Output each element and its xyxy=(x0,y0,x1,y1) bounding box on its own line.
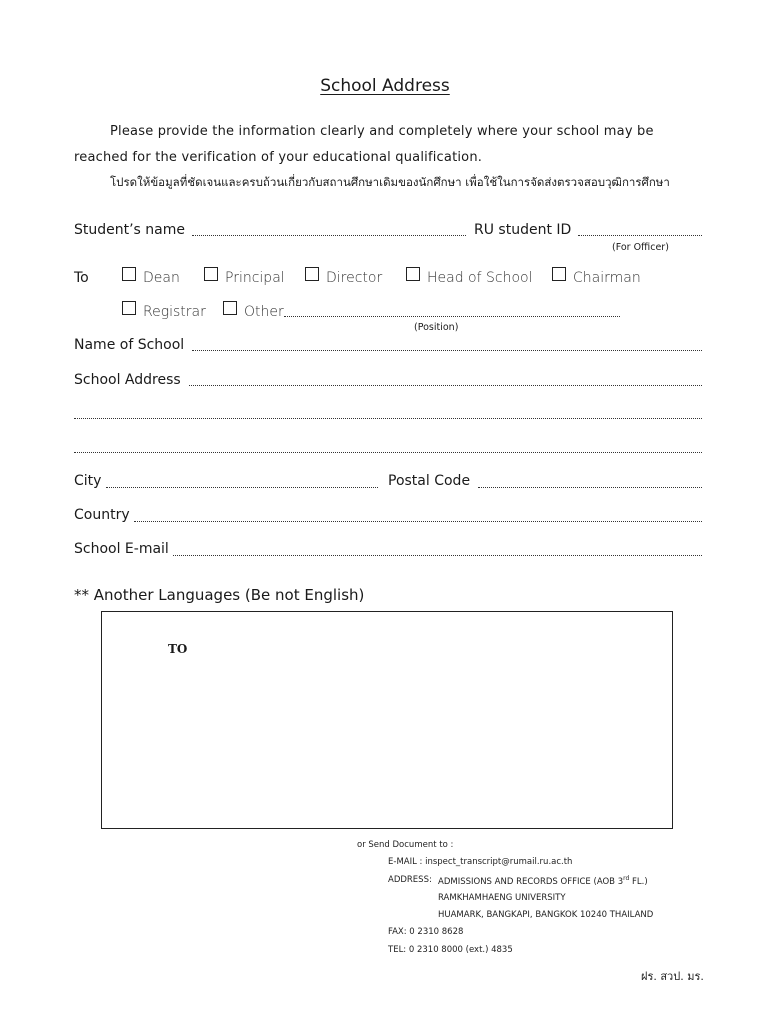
intro-line-1: Please provide the information clearly and completely where your school may be xyxy=(110,124,654,139)
other-position-field[interactable] xyxy=(284,316,620,317)
other-option-label: Other xyxy=(244,304,284,320)
school-address-field-1[interactable] xyxy=(189,385,702,386)
principal-option-label: Principal xyxy=(225,270,285,286)
school-email-field[interactable] xyxy=(173,555,702,556)
chairman-checkbox[interactable] xyxy=(552,267,566,281)
registrar-checkbox[interactable] xyxy=(122,301,136,315)
name-of-school-field[interactable] xyxy=(192,350,702,351)
position-note: (Position) xyxy=(414,322,459,333)
head-of-school-option-label: Head of School xyxy=(427,270,533,286)
intro-thai: โปรดให้ข้อมูลที่ชัดเจนและครบถ้วนเกี่ยวกับสถานศึกษาเดิมของนักศึกษา เพื่อใช้ในการจัดส่งตรวจสอบวุฒิการศึกษา xyxy=(110,175,670,189)
intro-line-2: reached for the verification of your educational qualification. xyxy=(74,150,483,165)
page-title: School Address xyxy=(320,76,450,96)
other-checkbox[interactable] xyxy=(223,301,237,315)
to-label: To xyxy=(74,270,89,286)
contact-address-label: ADDRESS: xyxy=(388,875,432,885)
country-label: Country xyxy=(74,507,130,523)
for-officer-note: (For Officer) xyxy=(612,242,669,253)
name-of-school-label: Name of School xyxy=(74,337,185,353)
registrar-option-label: Registrar xyxy=(143,304,206,320)
chairman-option-label: Chairman xyxy=(573,270,641,286)
school-address-field-2[interactable] xyxy=(74,418,702,419)
ru-student-id-field[interactable] xyxy=(578,235,702,236)
contact-address-line-3: HUAMARK, BANGKAPI, BANGKOK 10240 THAILAND xyxy=(438,910,654,920)
director-option-label: Director xyxy=(326,270,383,286)
dean-option-label: Dean xyxy=(143,270,180,286)
contact-fax: FAX: 0 2310 8628 xyxy=(388,927,464,937)
city-label: City xyxy=(74,473,102,489)
school-email-label: School E-mail xyxy=(74,541,169,557)
director-checkbox[interactable] xyxy=(305,267,319,281)
contact-email: E-MAIL : inspect_transcript@rumail.ru.ac.th xyxy=(388,857,573,867)
country-field[interactable] xyxy=(134,521,702,522)
city-field[interactable] xyxy=(106,487,378,488)
student-name-field[interactable] xyxy=(192,235,466,236)
school-address-label: School Address xyxy=(74,372,181,388)
school-address-field-3[interactable] xyxy=(74,452,702,453)
postal-code-field[interactable] xyxy=(478,487,702,488)
student-name-label: Student’s name xyxy=(74,222,186,238)
box-to-label: TO xyxy=(168,642,188,656)
head-of-school-checkbox[interactable] xyxy=(406,267,420,281)
ru-student-id-label: RU student ID xyxy=(474,222,572,238)
form-code: ฝร. สวป. มร. xyxy=(641,970,704,983)
contact-tel: TEL: 0 2310 8000 (ext.) 4835 xyxy=(388,945,513,955)
another-language-address-box[interactable] xyxy=(101,611,673,829)
postal-code-label: Postal Code xyxy=(388,473,471,489)
contact-address-line-2: RAMKHAMHAENG UNIVERSITY xyxy=(438,893,566,903)
contact-address-line-1: ADMISSIONS AND RECORDS OFFICE (AOB 3rd FL.) xyxy=(438,875,648,887)
principal-checkbox[interactable] xyxy=(204,267,218,281)
another-languages-heading: ** Another Languages (Be not English) xyxy=(74,586,365,604)
dean-checkbox[interactable] xyxy=(122,267,136,281)
send-document-heading: or Send Document to : xyxy=(357,840,454,850)
